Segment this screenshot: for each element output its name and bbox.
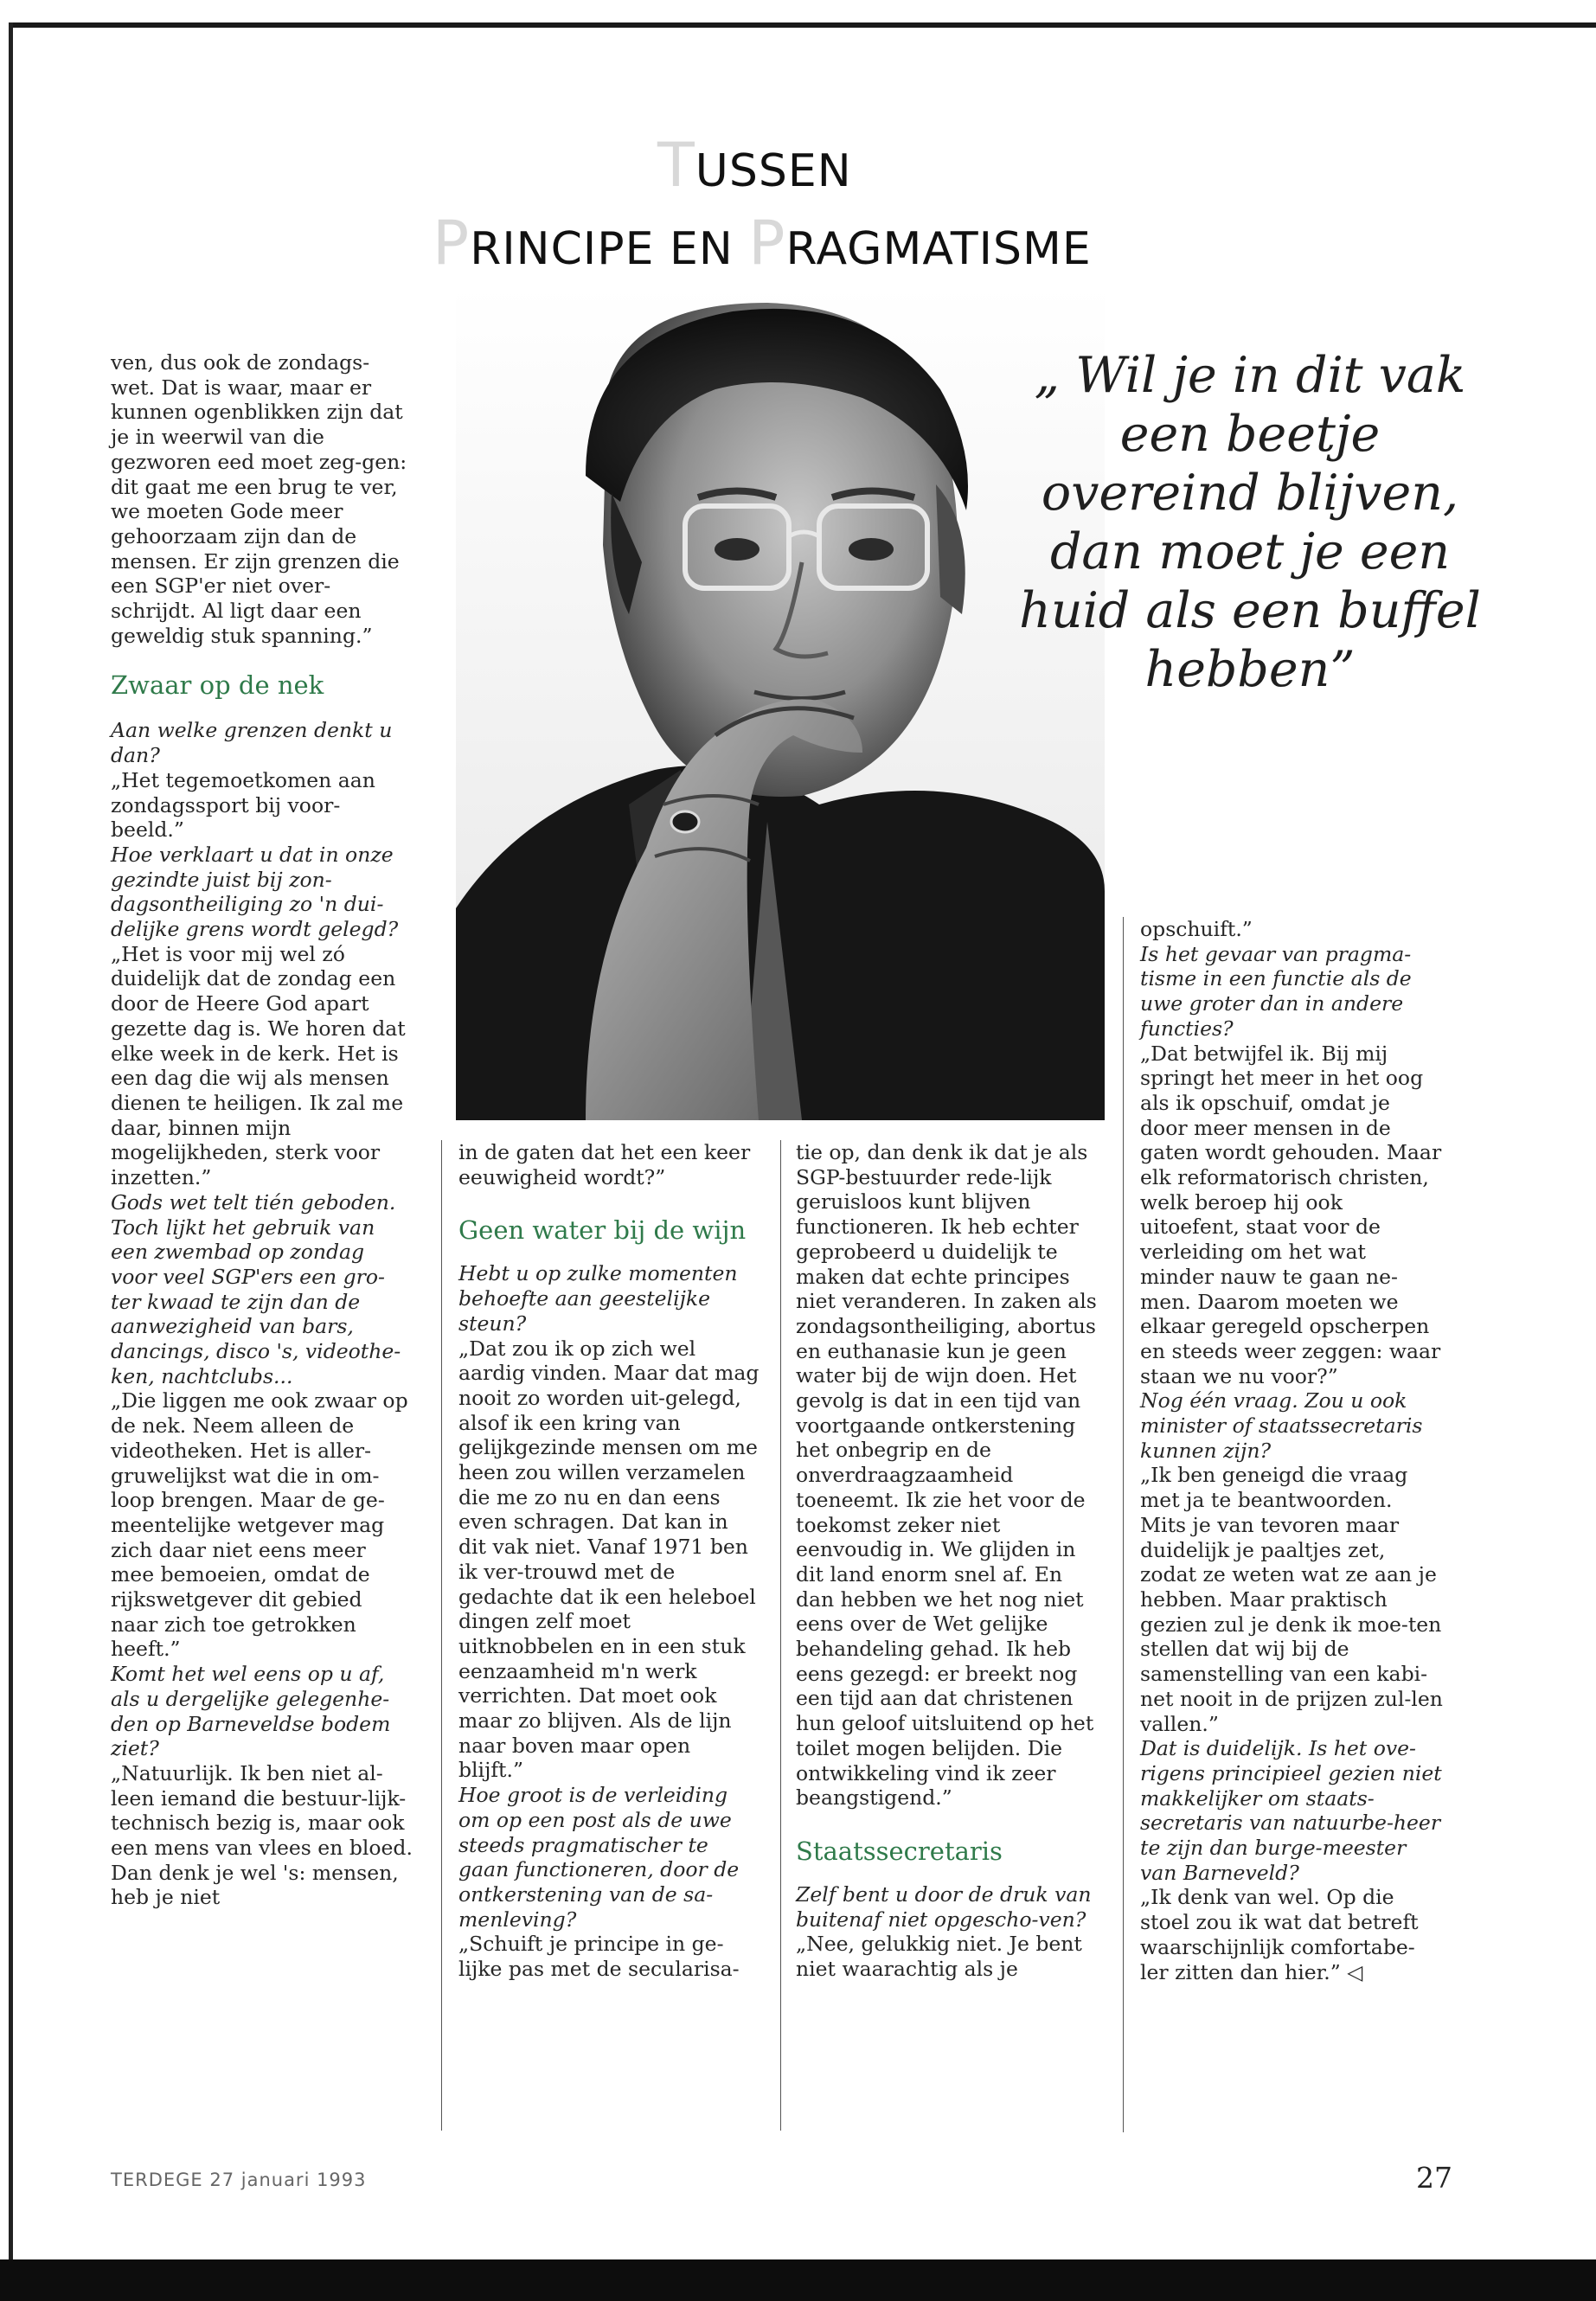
subheading-zwaar-op-de-nek: Zwaar op de nek <box>111 670 324 701</box>
question: Hoe verklaart u dat in onze gezindte juist bij zon-dagsontheiliging zo 'n dui-delijke grens wordt gelegd? <box>111 842 399 942</box>
pull-quote: „ Wil je in dit vak een beetje overeind blijven, dan moet je een huid als een buffel hebben” <box>1019 347 1481 698</box>
subheading-staatssecretaris: Staatssecretaris <box>796 1836 1003 1866</box>
page-border-left <box>9 22 13 2280</box>
page-number: 27 <box>1416 2161 1452 2195</box>
answer: „Schuift je principe in ge-lijke pas met de secularisa- <box>458 1932 740 1982</box>
answer: „Ik ben geneigd die vraag met ja te beantwoorden. Mits je van tevoren maar duidelijk je paaltjes zet, zodat ze weten wat ze aan je hebben. Maar praktisch gezien zul je denk ik moe-ten stellen dat wij bij de samenstelling van een kabi-net nooit in de prijzen zul-len vallen.” <box>1140 1463 1443 1736</box>
question: Hoe groot is de verleiding om op een post als de uwe steeds pragmatischer te gaan functioneren, door de ontkerstening van de sa-menleving? <box>458 1783 740 1932</box>
answer: „Die liggen me ook zwaar op de nek. Neem alleen de videotheken. Het is aller-gruwelijkst wat die in om-loop brengen. Maar de ge-meentelijke wetgever mag zich daar niet eens meer mee bemoeien, omdat de rijkswetgever dit gebied naar zich toe getrokken heeft.” <box>111 1388 408 1662</box>
column-2 <box>458 1140 761 1982</box>
question: Zelf bent u door de druk van buitenaf niet opgescho-ven? <box>796 1881 1092 1932</box>
paragraph: in de gaten dat het een keer eeuwigheid wordt?” <box>458 1140 751 1189</box>
question: Gods wet telt tién geboden. Toch lijkt het gebruik van een zwembad op zondag voor veel SGP'ers een gro-ter kwaad te zijn dan de aanwezigheid van bars, dancings, disco 's, videothe-ken, nachtclubs... <box>111 1189 401 1388</box>
page-border-bottom <box>0 2259 1596 2301</box>
paragraph: ven, dus ook de zondags-wet. Dat is waar, maar er kunnen ogenblikken zijn dat je in weerwil van die gezworen eed moet zeg-gen: dit gaat me een brug te ver, we moeten Gode meer gehoorzaam zijn dan de mensen. Er zijn grenzen die een SGP'er niet over-schrijdt. Al ligt daar een geweldig stuk spanning.” <box>111 350 407 648</box>
headline-line-2: PRINCIPE EN PRAGMATISME <box>433 208 1092 279</box>
column-rule <box>780 1140 781 2131</box>
answer: „Natuurlijk. Ik ben niet al-leen iemand die bestuur-lijk-technisch bezig is, maar ook een mens van vlees en bloed. Dan denk je wel 's: mensen, heb je niet <box>111 1760 413 1910</box>
paragraph: tie op, dan denk ik dat je als SGP-bestuurder rede-lijk geruisloos kunt blijven functioneren. Ik heb echter geprobeerd u duidelijk te maken dat echte principes niet veranderen. In zaken als zondagsontheiliging, abortus en euthanasie kun je geen water bij de wijn doen. Het gevolg is dat in een tijd van voortgaande ontkerstening het onbegrip en de onverdraagzaamheid toeneemt. Ik zie het voor de toekomst zeker niet eenvoudig in. We glijden in dit land enorm snel af. En dan hebben we het nog niet eens over de Wet gelijke behandeling gehad. Ik heb eens gezegd: er breekt nog een tijd aan dat christenen hun geloof uitsluitend op het toilet mogen belijden. Die ontwikkeling vind ik zeer beangstigend.” <box>796 1140 1097 1811</box>
page-border-top <box>9 22 1596 28</box>
column-1 <box>111 350 413 1910</box>
question: Komt het wel eens op u af, als u dergelijke gelegenhe-den op Barneveldse bodem ziet? <box>111 1662 391 1761</box>
answer: „Ik denk van wel. Op die stoel zou ik wat dat betreft waarschijnlijk comfortabe-ler zitten dan hier.” ◁ <box>1140 1885 1419 1984</box>
column-4 <box>1140 917 1443 1984</box>
column-3 <box>796 1140 1099 1982</box>
headline-line-1: TUSSEN <box>657 130 852 201</box>
paragraph: opschuift.” <box>1140 917 1253 941</box>
question: Dat is duidelijk. Is het ove-rigens principieel gezien niet makkelijker om staats-secretaris van natuurbe-heer te zijn dan burge-meester van Barneveld? <box>1140 1736 1442 1885</box>
column-rule <box>441 1140 442 2131</box>
portrait-photo <box>456 285 1105 1120</box>
publication-footer: TERDEGE 27 januari 1993 <box>111 2170 367 2190</box>
question: Hebt u op zulke momenten behoefte aan geestelijke steun? <box>458 1261 738 1336</box>
answer: „Dat betwijfel ik. Bij mij springt het meer in het oog als ik opschuif, omdat je door meer mensen in de gaten wordt gehouden. Maar elk reformatorisch christen, welk beroep hij ook uitoefent, staat voor de verleiding om het wat minder nauw te gaan ne-men. Daarom moeten we elkaar geregeld opscherpen en steeds weer zeggen: waar staan we nu voor?” <box>1140 1041 1442 1388</box>
answer: „Dat zou ik op zich wel aardig vinden. Maar dat mag nooit zo worden uit-gelegd, alsof ik een kring van gelijkgezinde mensen om me heen zou willen verzamelen die me zo nu en dan eens even schragen. Dat kan in dit vak niet. Vanaf 1971 ben ik ver-trouwd met de gedachte dat ik een heleboel dingen zelf moet uitknobbelen en in een stuk eenzaamheid m'n werk verrichten. Dat moet ook maar zo blijven. Als de lijn naar boven maar open blijft.” <box>458 1336 760 1783</box>
answer: „Nee, gelukkig niet. Je bent niet waarachtig als je <box>796 1932 1082 1982</box>
question: Nog één vraag. Zou u ook minister of staatssecretaris kunnen zijn? <box>1140 1388 1423 1463</box>
question: Aan welke grenzen denkt u dan? <box>111 718 393 768</box>
answer: „Het is voor mij wel zó duidelijk dat de zondag een door de Heere God apart gezette dag is. We horen dat elke week in de kerk. Het is een dag die wij als mensen dienen te heiligen. Ik zal me daar, binnen mijn mogelijkheden, sterk voor inzetten.” <box>111 941 406 1190</box>
question: Is het gevaar van pragma-tisme in een functie als de uwe groter dan in andere functies? <box>1140 941 1412 1041</box>
column-rule <box>1123 917 1124 2132</box>
answer: „Het tegemoetkomen aan zondagssport bij voor-beeld.” <box>111 767 375 843</box>
portrait-illustration <box>456 285 1105 1120</box>
subheading-geen-water-bij-de-wijn: Geen water bij de wijn <box>458 1215 747 1246</box>
